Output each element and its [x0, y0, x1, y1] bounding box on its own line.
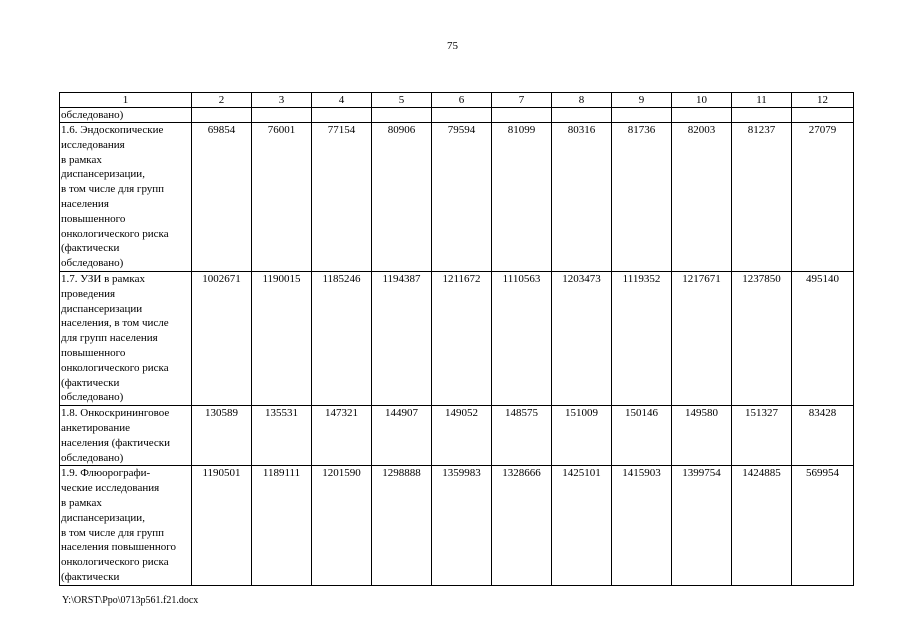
table-cell-value: 69854: [192, 123, 252, 272]
row-label-line: анкетирование: [61, 421, 131, 434]
row-label-line: (фактически: [61, 242, 120, 255]
document-file-path: Y:\ORST\Ppo\0713p561.f21.docx: [62, 595, 199, 606]
table-cell-value: 144907: [372, 406, 432, 466]
column-header: 8: [552, 93, 612, 108]
row-label-line: (фактически: [61, 376, 120, 389]
table-cell-value: 1211672: [432, 271, 492, 405]
table-cell-value: 569954: [792, 466, 854, 585]
row-label: [60, 406, 192, 466]
table-cell-value: 1119352: [612, 271, 672, 405]
row-label-line: населения повышенного: [61, 541, 176, 554]
row-label: [60, 466, 192, 585]
row-label-line: в том числе для групп: [61, 183, 165, 196]
table-cell-value: 1190501: [192, 466, 252, 585]
table-row: [60, 466, 854, 585]
table-cell-value: 1201590: [312, 466, 372, 585]
row-label-line: исследования: [61, 138, 125, 151]
row-label-line: повышенного: [61, 212, 126, 225]
column-header: 6: [432, 93, 492, 108]
table-cell-value: 1399754: [672, 466, 732, 585]
column-header: 11: [732, 93, 792, 108]
row-label-line: (фактически: [61, 570, 120, 583]
row-label-line: онкологического риска: [61, 556, 169, 569]
table-cell-value: 80316: [552, 123, 612, 272]
row-label-line: онкологического риска: [61, 227, 169, 240]
table-cell-value: 135531: [252, 406, 312, 466]
table-cell-value: 1328666: [492, 466, 552, 585]
table-cell-value: 1359983: [432, 466, 492, 585]
table-cell-value: 495140: [792, 271, 854, 405]
table-header-row: [60, 93, 854, 108]
row-label-line: обследовано): [61, 451, 124, 464]
table-cell-value: 149052: [432, 406, 492, 466]
table-cell-value: 80906: [372, 123, 432, 272]
table-cell-value: 1110563: [492, 271, 552, 405]
row-label-line: ческие исследования: [61, 482, 160, 495]
table-row: [60, 271, 854, 405]
table-cell-value: 1185246: [312, 271, 372, 405]
row-label-line: проведения: [61, 287, 116, 300]
column-header: 1: [60, 93, 192, 108]
column-header: 5: [372, 93, 432, 108]
data-table: [59, 92, 854, 586]
row-label-line: в том числе для групп: [61, 526, 165, 539]
row-label-line: обследовано): [61, 257, 124, 270]
table-cell-value: 150146: [612, 406, 672, 466]
row-label-line: повышенного: [61, 346, 126, 359]
table-cell-value: 130589: [192, 406, 252, 466]
table-cell-value: 1237850: [732, 271, 792, 405]
column-header: 2: [192, 93, 252, 108]
column-header: 12: [792, 93, 854, 108]
column-header: 4: [312, 93, 372, 108]
table-cell-value: 148575: [492, 406, 552, 466]
row-label: [60, 123, 192, 272]
row-label-line: в рамках: [61, 496, 102, 509]
column-header: 10: [672, 93, 732, 108]
table-cell-value: 81736: [612, 123, 672, 272]
row-label-line: населения: [61, 197, 109, 210]
table-cell-value: 149580: [672, 406, 732, 466]
table-cell-value: 1203473: [552, 271, 612, 405]
row-label-line: 1.9. Флюорографи-: [61, 467, 151, 480]
row-label: [60, 271, 192, 405]
row-label-line: диспансеризации,: [61, 511, 145, 524]
table-cell-value: 81237: [732, 123, 792, 272]
table-cell-value: 1217671: [672, 271, 732, 405]
table-cell-value: 1189111: [252, 466, 312, 585]
row-label-line: в рамках: [61, 153, 102, 166]
table-cell-value: 76001: [252, 123, 312, 272]
table-row: [60, 406, 854, 466]
table-cell-value: 1425101: [552, 466, 612, 585]
table-cell-value: 1298888: [372, 466, 432, 585]
table-cell-value: 79594: [432, 123, 492, 272]
table-cell-value: 27079: [792, 123, 854, 272]
row-label-line: онкологического риска: [61, 361, 169, 374]
table-cell-value: 83428: [792, 406, 854, 466]
table-cell-value: 77154: [312, 123, 372, 272]
row-label-line: 1.6. Эндоскопические: [61, 124, 164, 136]
table-row: [60, 123, 854, 272]
row-label-line: для групп населения: [61, 332, 158, 345]
table-cell-value: 151009: [552, 406, 612, 466]
continuation-label: обследовано): [60, 108, 192, 123]
row-label-line: 1.7. УЗИ в рамках: [61, 272, 145, 285]
table-continuation-row: [60, 108, 854, 123]
table-cell-value: 1190015: [252, 271, 312, 405]
table-cell-value: 1424885: [732, 466, 792, 585]
table-cell-value: 1002671: [192, 271, 252, 405]
table-cell-value: 81099: [492, 123, 552, 272]
table-cell-value: 1194387: [372, 271, 432, 405]
table-cell-value: 147321: [312, 406, 372, 466]
row-label-line: диспансеризации,: [61, 168, 145, 181]
table-cell-value: 82003: [672, 123, 732, 272]
table-cell-value: 151327: [732, 406, 792, 466]
row-label-line: населения (фактически: [61, 436, 170, 449]
row-label-line: обследовано): [61, 391, 124, 404]
row-label-line: населения, в том числе: [61, 317, 169, 330]
table-cell-value: 1415903: [612, 466, 672, 585]
column-header: 9: [612, 93, 672, 108]
column-header: 7: [492, 93, 552, 108]
row-label-line: 1.8. Онкоскрининговое: [61, 407, 170, 420]
row-label-line: диспансеризации: [61, 302, 143, 315]
column-header: 3: [252, 93, 312, 108]
page-number: 75: [447, 40, 458, 52]
